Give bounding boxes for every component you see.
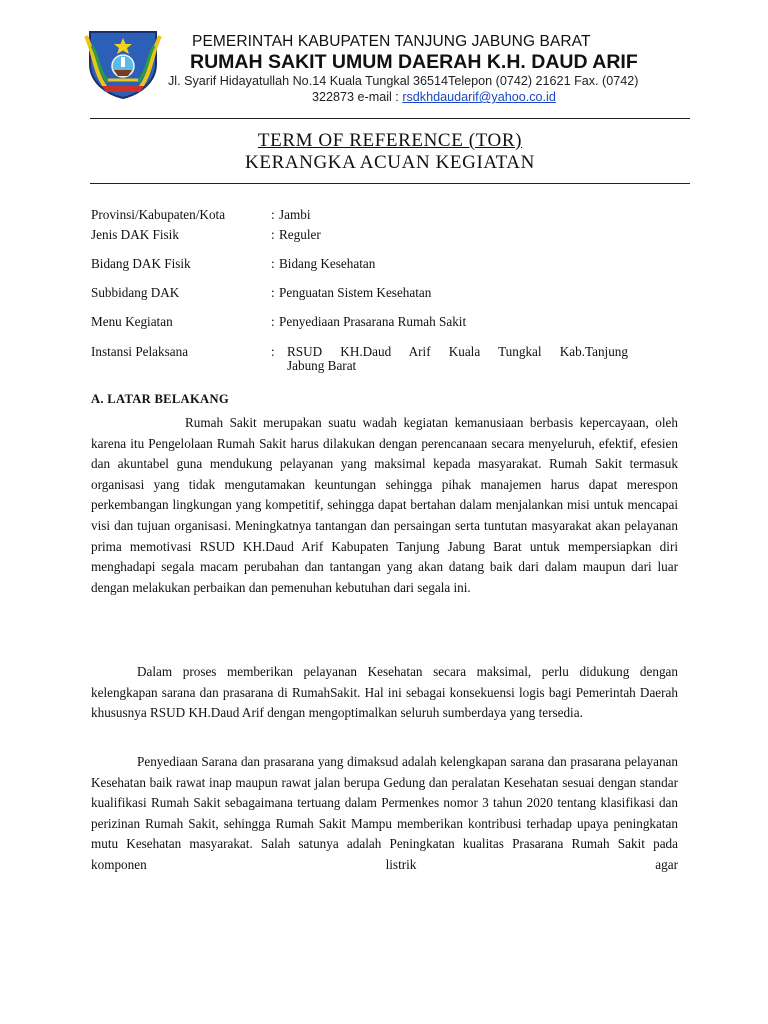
- info-value-jenis-dak: Reguler: [279, 227, 321, 242]
- header-divider: [90, 118, 690, 119]
- info-value-instansi: RSUD KH.Daud Arif Kuala Tungkal Kab.Tanjung: [287, 344, 628, 359]
- letterhead-hospital-name: RUMAH SAKIT UMUM DAERAH K.H. DAUD ARIF: [190, 51, 638, 73]
- letterhead-address: Jl. Syarif Hidayatullah No.14 Kuala Tungkal 36514Telepon (0742) 21621 Fax. (0742): [168, 74, 639, 88]
- letterhead-contact: [312, 90, 556, 104]
- title-divider: [90, 183, 690, 184]
- info-value-bidang-dak: Bidang Kesehatan: [279, 256, 376, 271]
- info-colon: :: [271, 207, 275, 222]
- info-colon: :: [271, 344, 275, 359]
- info-colon: :: [271, 285, 275, 300]
- paragraph: Dalam proses memberikan pelayanan Kesehatan secara maksimal, perlu didukung dengan kelengkapan sarana dan prasarana di RumahSakit. Hal ini sebagai konsekuensi logis bagi Pemerintah Daerah khususnya RSUD KH.Daud Arif dengan mengoptimalkan seluruh sumberdaya yang tersedia.: [91, 664, 678, 721]
- document-title: [90, 130, 690, 152]
- paragraph: Penyediaan Sarana dan prasarana yang dimaksud adalah kelengkapan sarana dan prasarana pelayanan Kesehatan baik rawat inap maupun rawat jalan berupa Gedung dan peralatan Kesehatan sesuai dengan standar kualifikasi Rumah Sakit sebagaimana tertuang dalam Permenkes nomor 3 tahun 2020 tentang klasifikasi dan perizinan Rumah Sakit, sehingga Rumah Sakit Mampu memberikan kontribusi terhadap upaya peningkatan mutu Kesehatan masyarakat. Salah satunya adalah Peningkatan kualitas Prasarana Rumah Sakit pada komponen listrik agar: [91, 754, 678, 872]
- info-value-menu-kegiatan: Penyediaan Prasarana Rumah Sakit: [279, 314, 467, 329]
- info-colon: :: [271, 314, 275, 329]
- info-label-bidang-dak: Bidang DAK Fisik: [91, 256, 191, 271]
- emblem-logo: [84, 26, 162, 100]
- info-label-menu-kegiatan: Menu Kegiatan: [91, 314, 173, 329]
- info-label-provinsi: Provinsi/Kabupaten/Kota: [91, 207, 226, 222]
- document-title-text: TERM OF REFERENCE (TOR): [257, 130, 523, 151]
- info-value-subbidang: Penguatan Sistem Kesehatan: [279, 285, 432, 300]
- document-subtitle: KERANGKA ACUAN KEGIATAN: [245, 152, 535, 173]
- info-colon: :: [271, 227, 275, 242]
- letterhead-fax-email-label: 322873 e-mail :: [312, 90, 399, 104]
- info-value-instansi-line2: Jabung Barat: [287, 358, 357, 373]
- info-label-subbidang: Subbidang DAK: [91, 285, 180, 300]
- paragraph: Rumah Sakit merupakan suatu wadah kegiatan kemanusiaan berbasis kepercayaan, oleh karena itu Pengelolaan Rumah Sakit harus dilakukan dengan perencanaan secara menyeluruh, efektif, efesien dan akuntabel guna mendukung pelayanan yang maksimal kepada masyarakat. Rumah Sakit termasuk organisasi yang tidak mengutamakan keuntungan sehingga pihak manajemen harus dapat merespon perkembangan lingkungan yang kompetitif, sehingga dapat bertahan dalam menjalankan misi untuk mencapai visi dan tujuan organisasi. Meningkatnya tantangan dan persaingan serta tuntutan masyarakat akan pelayanan prima memotivasi RSUD KH.Daud Arif Kabupaten Tanjung Jabung Barat untuk mempersiapkan diri menghadapi segala macam perubahan dan tantangan yang akan datang baik dari dalam maupun dari luar dengan melakukan perbaikan dan pemenuhan kebutuhan dari segala ini.: [91, 415, 678, 595]
- letterhead-government-name: PEMERINTAH KABUPATEN TANJUNG JABUNG BARAT: [192, 33, 591, 50]
- email-link[interactable]: rsdkhdaudarif@yahoo.co.id: [402, 90, 556, 104]
- info-colon: :: [271, 256, 275, 271]
- section-heading: A. LATAR BELAKANG: [91, 392, 229, 406]
- info-label-jenis-dak: Jenis DAK Fisik: [91, 227, 179, 242]
- info-label-instansi: Instansi Pelaksana: [91, 344, 189, 359]
- info-value-provinsi: Jambi: [279, 207, 311, 222]
